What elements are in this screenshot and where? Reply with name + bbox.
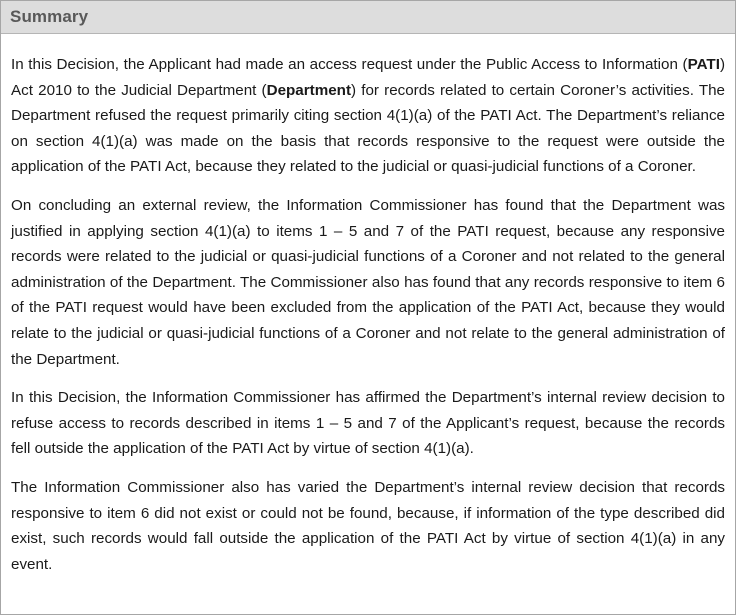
text-run: On concluding an external review, the Information Commissioner has found that the Department was justified in applying section 4(1)(a) to items 1 – 5 and 7 of the PATI request, because any responsive records were related to the judicial or quasi-judicial functions of a Coroner and not related to the general administration of the Department. The Commissioner also has found that any records responsive to item 6 of the PATI request would have been excluded from the application of the PATI Act, because they would relate to the judicial or quasi-judicial functions of a Coroner and not relate to the general administration of the Department. bbox=[11, 196, 725, 368]
text-run: In this Decision, the Information Commissioner has affirmed the Department’s internal review decision to refuse access to records described in items 1 – 5 and 7 of the Applicant’s request, because the records fell outside the application of the PATI Act by virtue of section 4(1)(a). bbox=[11, 389, 725, 458]
paragraph bbox=[11, 193, 725, 372]
paragraph bbox=[11, 475, 725, 577]
defined-term: Department bbox=[266, 81, 352, 99]
summary-body bbox=[1, 34, 735, 577]
text-run: The Information Commissioner also has varied the Department’s internal review decision that records responsive to item 6 did not exist or could not be found, because, if information of the type described did exist, such records would fall outside the application of the PATI Act by virtue of section 4(1)(a) in any event. bbox=[11, 478, 725, 573]
defined-term: PATI bbox=[687, 56, 720, 73]
summary-header bbox=[1, 1, 735, 34]
paragraph bbox=[11, 52, 725, 180]
paragraph bbox=[11, 385, 725, 462]
text-run: In this Decision, the Applicant had made an access request under the Public Access to Information ( bbox=[11, 56, 688, 73]
text-run: ) Act 2010 to the Judicial Department ( bbox=[11, 56, 725, 99]
text-run: ) for records related to certain Coroner’s activities. The Department refused the request primarily citing section 4(1)(a) of the PATI Act. The Department’s reliance on section 4(1)(a) was made on the basis that records responsive to the request were outside the application of the PATI Act, because they related to the judicial or quasi-judicial functions of a Coroner. bbox=[11, 81, 725, 176]
summary-title: Summary bbox=[10, 7, 89, 26]
